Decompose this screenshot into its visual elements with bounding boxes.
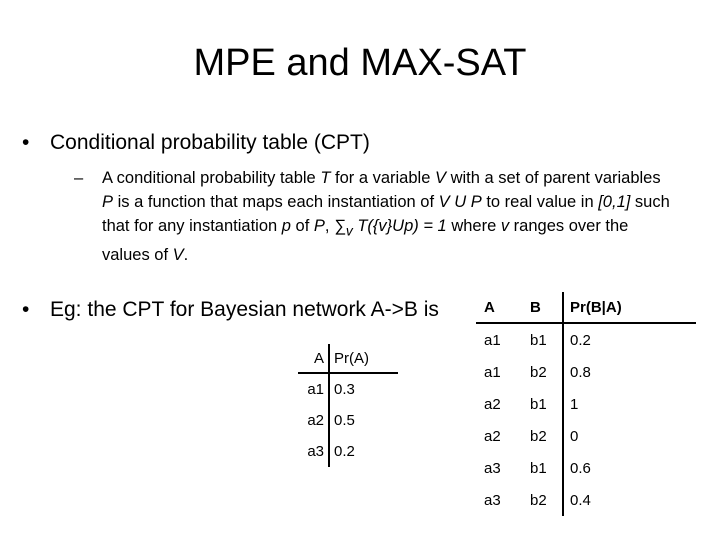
table-cell: 0.2 bbox=[329, 436, 398, 467]
table-cell: 0.3 bbox=[329, 373, 398, 405]
table-cell: 0.4 bbox=[563, 484, 696, 516]
bullet-symbol: • bbox=[22, 131, 30, 154]
table-cell: b2 bbox=[530, 363, 547, 381]
table-row bbox=[476, 323, 696, 356]
table-cell: a2 bbox=[307, 412, 324, 429]
bullet-cpt bbox=[22, 131, 370, 155]
table-header-cell: A bbox=[484, 298, 495, 316]
cpt-table-b-given-a bbox=[476, 292, 696, 516]
table-cell: a3 bbox=[307, 443, 324, 460]
table-header-cell: B bbox=[530, 298, 541, 316]
table-cell: 1 bbox=[563, 388, 696, 420]
table-cell: a2 bbox=[484, 427, 501, 445]
table-header-row bbox=[298, 344, 398, 373]
table-cell: 0.5 bbox=[329, 405, 398, 436]
table-cell: 0 bbox=[563, 420, 696, 452]
table-row bbox=[476, 356, 696, 388]
bullet-cpt-text: Conditional probability table (CPT) bbox=[50, 131, 370, 154]
table-row bbox=[298, 405, 398, 436]
table-cell: 0.2 bbox=[563, 323, 696, 356]
table-cell: a1 bbox=[484, 363, 501, 381]
table-cell: a3 bbox=[484, 459, 501, 477]
table-row bbox=[298, 436, 398, 467]
table-cell: a1 bbox=[307, 381, 324, 398]
table-cell: a3 bbox=[484, 491, 501, 509]
table-row bbox=[476, 484, 696, 516]
table-header-cell: A bbox=[313, 349, 324, 367]
bullet-example-text: Eg: the CPT for Bayesian network A->B is bbox=[50, 298, 439, 321]
table-header-cell: Pr(B|A) bbox=[563, 292, 696, 323]
table-cell: b1 bbox=[530, 395, 547, 413]
table-cell: a2 bbox=[484, 395, 501, 413]
cpt-definition-text: A conditional probability table T for a variable V with a set of parent variables P is a function that maps each instantiation of V U P to real value in [0,1] such that for any instantiation p of P, $\sum_v$ T({v}Up) = 1 where v ranges over the values of V. bbox=[102, 169, 670, 265]
table-cell: 0.6 bbox=[563, 452, 696, 484]
table-cell: b1 bbox=[530, 331, 547, 349]
cpt-definition bbox=[74, 166, 674, 267]
sub-bullet-dash: – bbox=[74, 169, 84, 187]
table-cell: a1 bbox=[484, 331, 501, 349]
bullet-symbol: • bbox=[22, 298, 30, 321]
table-cell: 0.8 bbox=[563, 356, 696, 388]
table-header-row bbox=[476, 292, 696, 323]
bullet-example bbox=[22, 298, 439, 322]
table-cell: b2 bbox=[530, 491, 547, 509]
table-row bbox=[476, 420, 696, 452]
table-row bbox=[476, 388, 696, 420]
table-cell: b1 bbox=[530, 459, 547, 477]
table-cell: b2 bbox=[530, 427, 547, 445]
cpt-table-a bbox=[298, 344, 398, 467]
table-row bbox=[298, 373, 398, 405]
table-row bbox=[476, 452, 696, 484]
slide-title: MPE and MAX-SAT bbox=[193, 42, 527, 84]
table-header-cell: Pr(A) bbox=[329, 344, 398, 373]
